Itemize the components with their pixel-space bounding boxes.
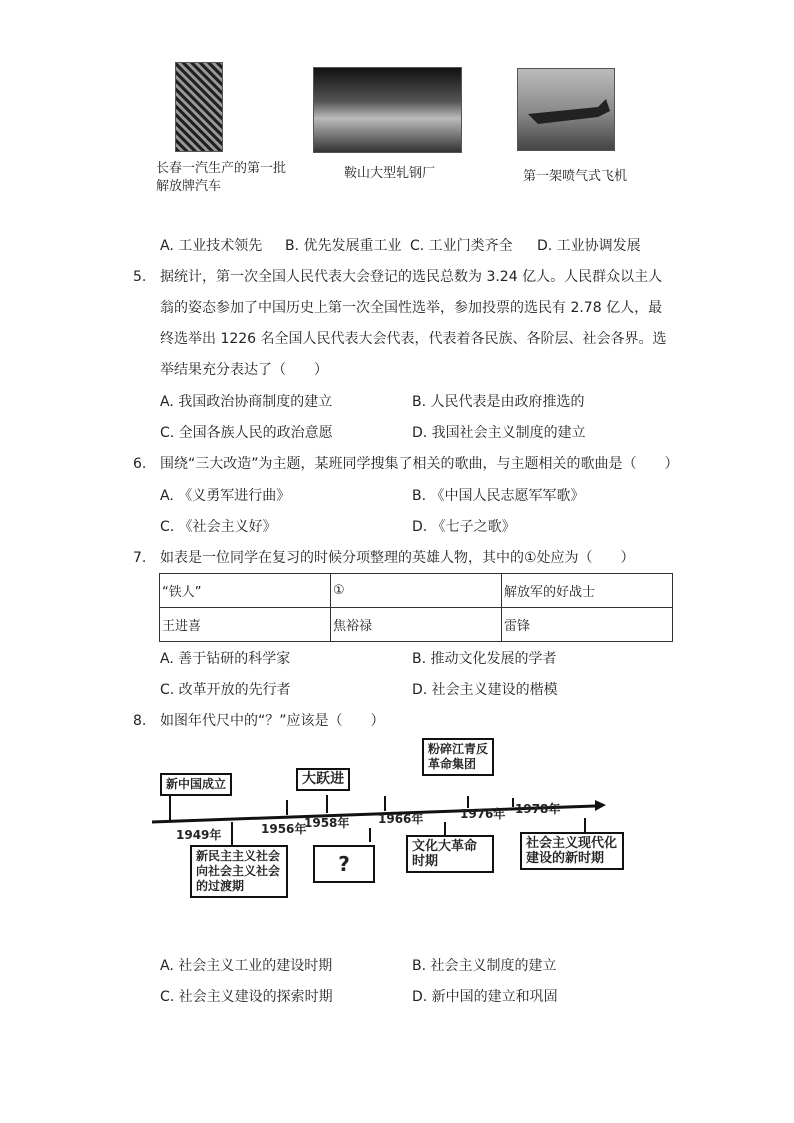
heroes-table (159, 573, 673, 642)
q7-option-c[interactable]: C. 改革开放的先行者 (160, 682, 291, 698)
q7-stem: 如表是一位同学在复习的时候分项整理的英雄人物，其中的①处应为（ ） (160, 550, 635, 566)
timeline-label-new-era: 社会主义现代化建设的新时期 (520, 832, 624, 870)
q5-option-b[interactable]: B. 人民代表是由政府推选的 (412, 394, 585, 410)
year-1976: 1976年 (460, 807, 506, 821)
year-1949: 1949年 (176, 828, 222, 842)
year-1958: 1958年 (304, 816, 350, 830)
q4-option-c[interactable]: C. 工业门类齐全 (410, 238, 513, 254)
q5-stem-line-3: 终选举出 1226 名全国人民代表大会代表，代表着各民族、各阶层、社会各界。选 (160, 331, 667, 347)
year-1978: 1978年 (515, 802, 561, 816)
q6-option-c[interactable]: C. 《社会主义好》 (160, 519, 277, 535)
q5-number: 5. (133, 269, 147, 285)
timeline-label-transition: 新民主主义社会向社会主义社会的过渡期 (190, 845, 288, 898)
q6-option-a[interactable]: A. 《义勇军进行曲》 (160, 488, 291, 504)
timeline-label-founding: 新中国成立 (160, 773, 232, 796)
photo-liberation-trucks (175, 62, 223, 152)
photo-steel-mill (313, 67, 462, 153)
photo-jet-plane (517, 68, 615, 151)
year-1966: 1966年 (378, 812, 424, 826)
q7-option-b[interactable]: B. 推动文化发展的学者 (412, 651, 557, 667)
q6-option-b[interactable]: B. 《中国人民志愿军军歌》 (412, 488, 585, 504)
q5-option-a[interactable]: A. 我国政治协商制度的建立 (160, 394, 333, 410)
table-cell: 焦裕禄 (331, 608, 502, 642)
q5-stem-line-2: 翁的姿态参加了中国历史上第一次全国性选举，参加投票的选民有 2.78 亿人，最 (160, 300, 663, 316)
q8-stem: 如图年代尺中的“？”应该是（ ） (160, 713, 385, 729)
q8-number: 8. (133, 713, 147, 729)
q5-stem-line-1: 据统计，第一次全国人民代表大会登记的选民总数为 3.24 亿人。人民群众以主人 (160, 269, 663, 285)
year-1956: 1956年 (261, 822, 307, 836)
table-cell: 王进喜 (160, 608, 331, 642)
q5-option-c[interactable]: C. 全国各族人民的政治意愿 (160, 425, 333, 441)
q8-option-c[interactable]: C. 社会主义建设的探索时期 (160, 989, 333, 1005)
q5-stem-line-4: 举结果充分表达了（ ） (160, 362, 328, 378)
q4-option-a[interactable]: A. 工业技术领先 (160, 238, 263, 254)
q7-number: 7. (133, 550, 147, 566)
timeline-label-great-leap: 大跃进 (296, 768, 350, 791)
table-cell: “铁人” (160, 574, 331, 608)
q7-option-d[interactable]: D. 社会主义建设的楷模 (412, 682, 558, 698)
table-cell: ① (331, 574, 502, 608)
table-row (160, 574, 673, 608)
table-cell: 解放军的好战士 (502, 574, 673, 608)
timeline-label-gang-of-four: 粉碎江青反革命集团 (422, 738, 494, 776)
q6-option-d[interactable]: D. 《七子之歌》 (412, 519, 516, 535)
table-cell: 雷锋 (502, 608, 673, 642)
caption-steel-mill: 鞍山大型轧钢厂 (344, 166, 436, 181)
q6-number: 6. (133, 456, 147, 472)
timeline-question-mark: ? (313, 845, 375, 883)
q8-option-a[interactable]: A. 社会主义工业的建设时期 (160, 958, 333, 974)
caption-trucks: 长春一汽生产的第一批解放牌汽车 (156, 161, 287, 194)
q5-option-d[interactable]: D. 我国社会主义制度的建立 (412, 425, 586, 441)
q4-option-d[interactable]: D. 工业协调发展 (537, 238, 641, 254)
q8-option-b[interactable]: B. 社会主义制度的建立 (412, 958, 557, 974)
q4-option-b[interactable]: B. 优先发展重工业 (285, 238, 402, 254)
q7-option-a[interactable]: A. 善于钻研的科学家 (160, 651, 291, 667)
table-row (160, 608, 673, 642)
q8-option-d[interactable]: D. 新中国的建立和巩固 (412, 989, 558, 1005)
timeline-label-cultural-revolution: 文化大革命时期 (406, 835, 494, 873)
jet-plane-icon (518, 69, 614, 150)
q6-stem: 围绕“三大改造”为主题，某班同学搜集了相关的歌曲，与主题相关的歌曲是（ ） (160, 456, 679, 472)
caption-jet: 第一架喷气式飞机 (523, 169, 628, 184)
